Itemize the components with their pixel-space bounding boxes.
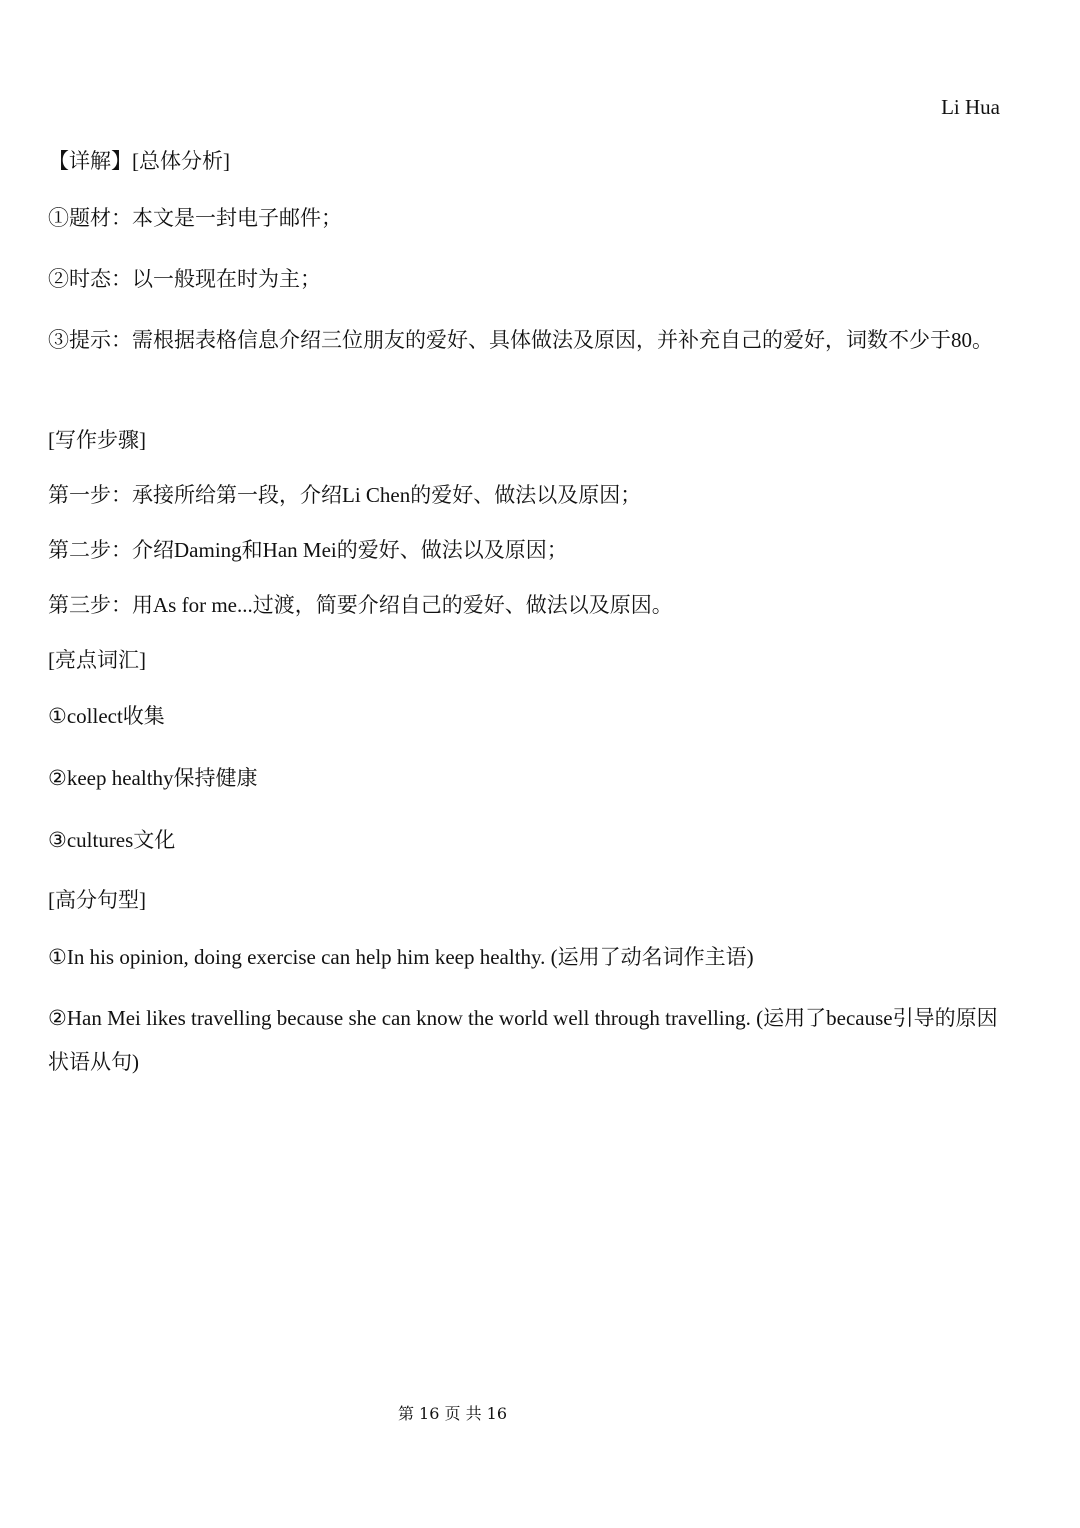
vocab-item: ③cultures文化 [48, 828, 176, 852]
signature: Li Hua [941, 95, 1000, 119]
sentence-item: ②Han Mei likes travelling because she can know the world well through travelling. (运用了because引导的原因状语从句) [48, 1006, 998, 1074]
sentences-heading: [高分句型] [48, 888, 146, 912]
analysis-heading: 【详解】[总体分析] [48, 149, 230, 173]
vocab-heading: [亮点词汇] [48, 648, 146, 672]
step-1: 第一步：承接所给第一段，介绍Li Chen的爱好、做法以及原因； [48, 483, 642, 507]
analysis-tense: ②时态：以一般现在时为主； [48, 267, 321, 291]
steps-heading: [写作步骤] [48, 428, 146, 452]
analysis-hint: ③提示：需根据表格信息介绍三位朋友的爱好、具体做法及原因，并补充自己的爱好，词数不少于80。 [48, 328, 993, 352]
step-3: 第三步：用As for me...过渡，简要介绍自己的爱好、做法以及原因。 [48, 593, 673, 617]
vocab-item: ②keep healthy保持健康 [48, 766, 258, 790]
vocab-item: ①collect收集 [48, 704, 165, 728]
page-number-footer: 第 16 页 共 16 [397, 1404, 508, 1423]
step-2: 第二步：介绍Daming和Han Mei的爱好、做法以及原因； [48, 538, 568, 562]
analysis-topic: ①题材：本文是一封电子邮件； [48, 206, 342, 230]
sentence-item: ①In his opinion, doing exercise can help him keep healthy. (运用了动名词作主语) [48, 945, 754, 969]
